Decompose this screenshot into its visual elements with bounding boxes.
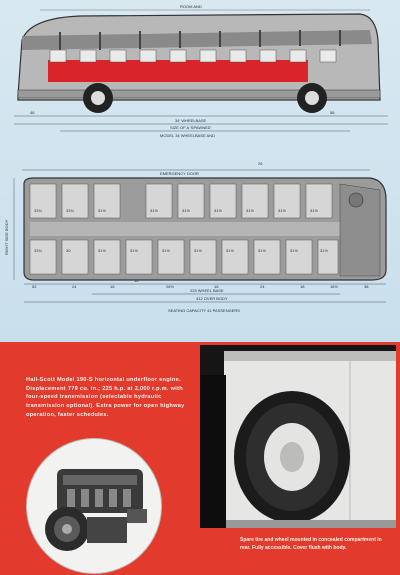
steering-wheel bbox=[349, 193, 363, 207]
seat-number: 31½ bbox=[226, 248, 234, 253]
wheelbase-label: 225 WHEEL BASE bbox=[190, 288, 224, 293]
dim-mark: 52 bbox=[32, 284, 37, 289]
seat-number: 31½ bbox=[310, 208, 318, 213]
engine-caption: Hall-Scott Model 190-S horizontal underfloor engine. Displacement 779 cu. in.; 225 h.p. at 2,000 r.p.m. with four-speed transmission (selectable hydraulic transmission optional). Extra power for open highway operation, faster schedules. bbox=[26, 377, 185, 418]
seat-number: 31½ bbox=[130, 248, 138, 253]
dim-mark: 24 bbox=[260, 284, 265, 289]
wheel-caption: Spare tire and wheel mounted in concealed compartment in rear. Fully accessible. Cover flush with body. bbox=[240, 537, 382, 551]
engine-illustration bbox=[27, 439, 161, 573]
seat-number: 33¾ bbox=[34, 208, 42, 213]
seat-number: 31½ bbox=[194, 248, 202, 253]
dim-mark: 18 bbox=[214, 284, 219, 289]
seat-number: 31½ bbox=[98, 248, 106, 253]
seating-capacity-label: SEATING CAPACITY 41 PASSENGERS bbox=[168, 308, 240, 313]
side-bottom-label: MODEL 34 WHEELBASE AND bbox=[160, 133, 215, 138]
dim-mark: 16 bbox=[134, 278, 139, 283]
dim-mark: 18 bbox=[110, 284, 115, 289]
side-length-label: SIZE OF A 'SPAWNED' bbox=[170, 125, 212, 130]
dim-mark: 24 bbox=[72, 284, 77, 289]
seat-number: 31½ bbox=[258, 248, 266, 253]
seat-number: 31½ bbox=[150, 208, 158, 213]
seat-number: 31½ bbox=[214, 208, 222, 213]
spare-wheel-illustration bbox=[200, 345, 396, 528]
emergency-door-label: EMERGENCY DOOR bbox=[160, 171, 199, 176]
side-top-label: ROOM AND bbox=[180, 4, 202, 9]
seat-number: 31½ bbox=[98, 208, 106, 213]
dim-mark: 38 bbox=[364, 284, 369, 289]
spare-wheel-photo bbox=[200, 345, 396, 528]
dim-mark: 58 bbox=[330, 110, 335, 115]
seat-number: 31½ bbox=[320, 248, 328, 253]
seat-number: 31½ bbox=[182, 208, 190, 213]
page-number: 26 bbox=[258, 161, 263, 166]
seat-number: 33¾ bbox=[66, 208, 74, 213]
engine-photo bbox=[26, 438, 162, 574]
seat-number: 31½ bbox=[246, 208, 254, 213]
seat-number: 31½ bbox=[290, 248, 298, 253]
seat-number: 31½ bbox=[162, 248, 170, 253]
body-length-label: 412 OVER BODY bbox=[196, 296, 228, 301]
dim-mark: 18 bbox=[300, 284, 305, 289]
dim-mark: 26½ bbox=[166, 284, 174, 289]
side-overall-label: 34' WHEELBASE bbox=[175, 118, 207, 123]
seat-number: 30 bbox=[66, 248, 71, 253]
seat-row-bottom bbox=[30, 240, 338, 274]
seat-number: 31½ bbox=[278, 208, 286, 213]
seat-row-top bbox=[30, 184, 332, 218]
dim-mark: 46 bbox=[30, 110, 35, 115]
seat-number: 33¾ bbox=[34, 248, 42, 253]
side-label: RIGHT SIDE BODY bbox=[4, 219, 9, 255]
dim-mark: 16½ bbox=[330, 284, 338, 289]
